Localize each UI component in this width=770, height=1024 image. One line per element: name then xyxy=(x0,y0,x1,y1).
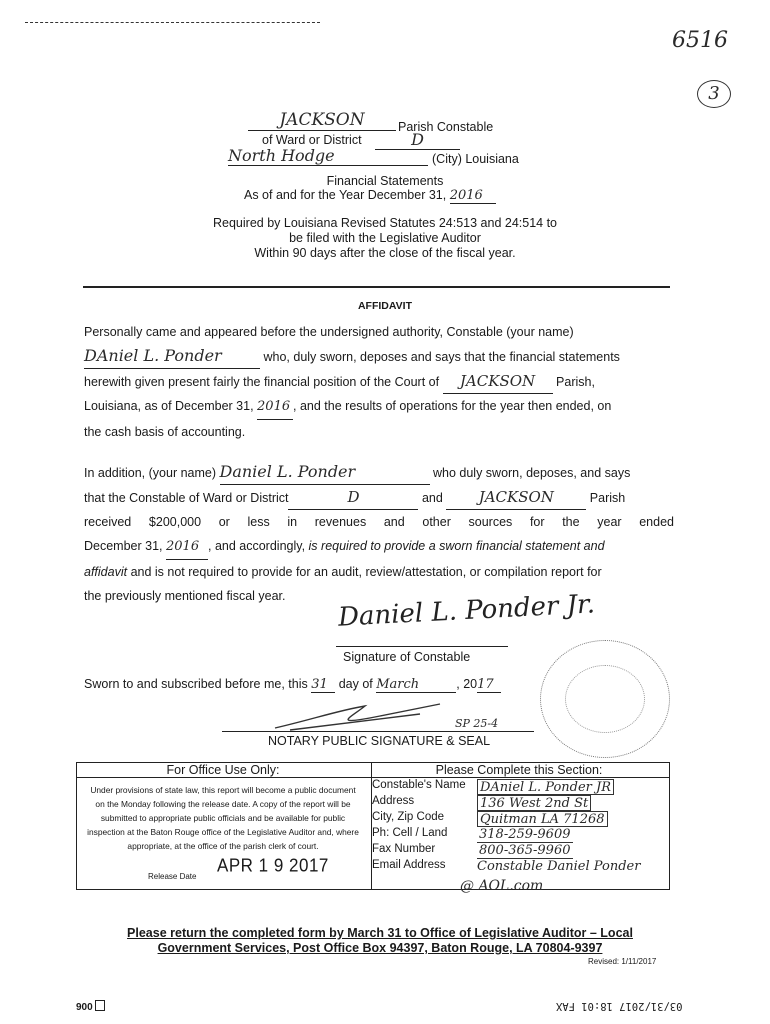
p2-parish-hw: JACKSON xyxy=(446,485,586,510)
parish-hw: JACKSON xyxy=(248,110,396,131)
phone-value: 318-259-9609 xyxy=(479,827,571,842)
affidavit-paragraph-2 xyxy=(84,460,674,608)
ward-hw: D xyxy=(375,130,460,150)
p2-line-3: received $200,000 or less in revenues and other sources for the year ended xyxy=(84,515,674,529)
p2-year-hw: 2016 xyxy=(166,535,208,560)
sworn-day-hw: 31 xyxy=(311,677,335,693)
row-fax: Fax Number 800-365-9960 xyxy=(372,843,571,858)
circled-number: 3 xyxy=(697,80,731,108)
constable-name-hw: DAniel L. Ponder xyxy=(84,344,260,369)
notary-signature xyxy=(270,700,450,734)
revised-date: Revised: 1/11/2017 xyxy=(588,957,657,966)
sworn-month-hw: March xyxy=(376,677,456,693)
notary-id-hw: SP 25-4 xyxy=(455,717,499,730)
row-address: Address 136 West 2nd St xyxy=(372,795,712,811)
affidavit-paragraph-1 xyxy=(84,320,674,444)
office-use-title: For Office Use Only: xyxy=(76,763,370,778)
affidavit-title: AFFIDAVIT xyxy=(357,300,413,312)
p1-line-3: herewith given present fairly the financial position of the Court of JACKSON Parish, xyxy=(84,369,674,394)
page-code-icon xyxy=(95,1000,105,1011)
notary-seal-inner xyxy=(565,665,645,733)
required-line-2: be filed with the Legislative Auditor xyxy=(289,231,481,245)
fs-title: Financial Statements xyxy=(326,174,444,188)
ward-label: of Ward or District xyxy=(262,133,362,147)
p1-year-hw: 2016 xyxy=(257,395,293,420)
city-hw: North Hodge xyxy=(228,146,428,166)
row-email: Email Address Constable Daniel Ponder xyxy=(372,859,641,874)
email-line-2: @ AOL.com xyxy=(460,878,544,894)
email-value: Constable Daniel Ponder xyxy=(477,859,641,874)
as-of-line xyxy=(244,188,496,204)
p2-line-1: In addition, (your name) Daniel L. Ponder who duly sworn, deposes, and says xyxy=(84,460,674,485)
return-line-2: Government Services, Post Office Box 94397, Baton Rouge, LA 70804-9397 xyxy=(157,941,603,955)
constable-name2-hw: Daniel L. Ponder xyxy=(220,460,430,485)
p2-line-5: affidavit and is not required to provide for an audit, review/attestation, or compilation report for xyxy=(84,565,602,579)
p2-line-2: that the Constable of Ward or District D and JACKSON Parish xyxy=(84,485,674,510)
required-line-1: Required by Louisiana Revised Statutes 24:513 and 24:514 to xyxy=(213,216,557,230)
top-handwritten-number: 6516 xyxy=(672,28,728,53)
fax-stamp: 03/31/2017 18:01 FAX xyxy=(556,1000,683,1012)
as-of-label: As of and for the Year December 31, xyxy=(244,188,447,202)
address-value: 136 West 2nd St xyxy=(477,795,591,811)
return-line-1: Please return the completed form by March 31 to Office of Legislative Auditor – Local xyxy=(127,926,633,940)
constable-name-value: DAniel L. Ponder JR xyxy=(477,779,614,795)
city-label: (City) Louisiana xyxy=(432,152,519,166)
p2-ward-hw: D xyxy=(288,485,418,510)
complete-section-rows xyxy=(372,779,712,875)
release-date-label: Release Date xyxy=(148,872,197,881)
city-zip-value: Quitman LA 71268 xyxy=(477,811,608,827)
p1-line-4: Louisiana, as of December 31, 2016 , and the results of operations for the year then ended, on xyxy=(84,394,674,420)
notary-label: NOTARY PUBLIC SIGNATURE & SEAL xyxy=(268,734,491,748)
p1-line-1: Personally came and appeared before the undersigned authority, Constable (your name) xyxy=(84,325,574,339)
sworn-year-hw: 17 xyxy=(477,677,501,693)
row-constable-name: Constable's Name DAniel L. Ponder JR xyxy=(372,779,712,795)
parish-label: Parish Constable xyxy=(398,120,494,134)
p1-line-2: DAniel L. Ponder who, duly sworn, deposes and says that the financial statements xyxy=(84,344,674,369)
top-rule xyxy=(25,22,320,23)
constable-signature: Daniel L. Ponder Jr. xyxy=(337,589,596,633)
complete-section-title: Please Complete this Section: xyxy=(369,763,669,778)
section-divider xyxy=(83,286,670,288)
signature-line xyxy=(336,646,508,647)
notary-line xyxy=(222,731,534,732)
row-city-zip: City, Zip Code Quitman LA 71268 xyxy=(372,811,712,827)
p2-line-4: December 31, 2016 , and accordingly, is required to provide a sworn financial statement and xyxy=(84,534,674,560)
p2-line-6: the previously mentioned fiscal year. xyxy=(84,589,286,603)
release-date-stamp: APR 1 9 2017 xyxy=(217,855,329,876)
signature-label: Signature of Constable xyxy=(343,650,471,664)
sworn-line: Sworn to and subscribed before me, this 31 day of March , 2017 xyxy=(84,677,501,693)
fax-value: 800-365-9960 xyxy=(479,843,571,858)
required-line-3: Within 90 days after the close of the fiscal year. xyxy=(254,246,516,260)
as-of-year-hw: 2016 xyxy=(450,188,496,204)
row-phone: Ph: Cell / Land 318-259-9609 xyxy=(372,827,571,842)
office-use-text: Under provisions of state law, this report will become a public document on the Monday following the release date. A copy of the report will be submitted to appropriate public officials and be available for public inspection at the Baton Rouge office of the Legislative Auditor and, where appropriate, at the office of the parish clerk of court. xyxy=(87,785,359,851)
page-code: 900 xyxy=(76,1000,105,1013)
court-parish-hw: JACKSON xyxy=(443,369,553,394)
p1-line-5: the cash basis of accounting. xyxy=(84,425,246,439)
